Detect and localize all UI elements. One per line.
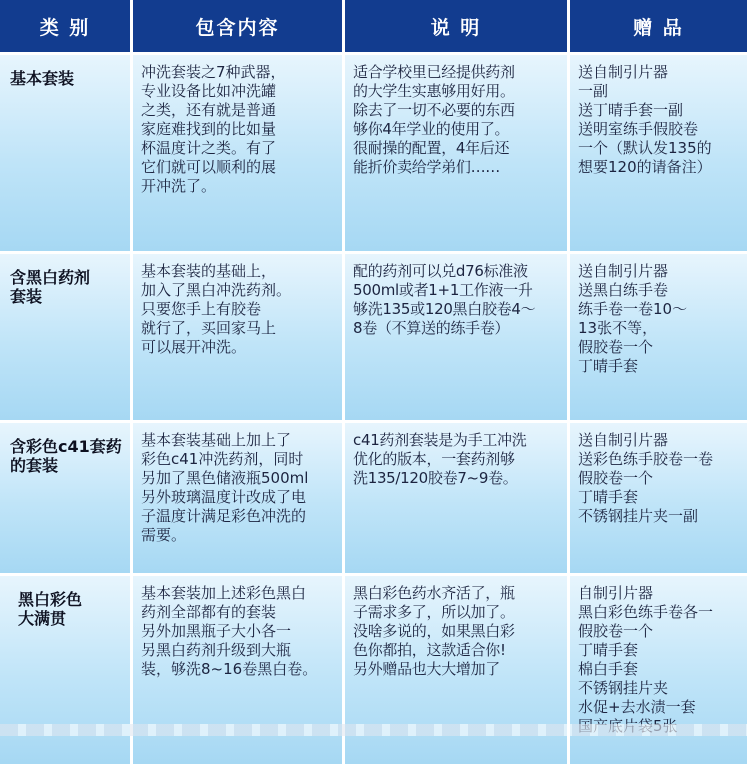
contents-cell — [133, 55, 345, 254]
category-label: 含彩色c41套药 的套装 — [10, 437, 122, 475]
description-text: c41药剂套装是为手工冲洗 优化的版本，一套药剂够 洗135/120胶卷7~9卷。 — [353, 431, 527, 487]
header-gifts: 赠 品 — [570, 0, 750, 55]
contents-text: 基本套装加上述彩色黑白 药剂全部都有的套装 另外加黑瓶子大小各一 另黑白药剂升级到大瓶 装，够洗8~16卷黑白卷。 — [141, 584, 318, 678]
contents-cell — [133, 423, 345, 576]
category-cell — [0, 254, 133, 423]
table-row — [0, 55, 750, 254]
description-text: 适合学校里已经提供药剂 的大学生实惠够用好用。 除去了一切不必要的东西 够你4年学业的使用了。 很耐操的配置，4年后还 能折价卖给学弟们…… — [353, 63, 515, 176]
table-row — [0, 423, 750, 576]
description-cell — [345, 55, 570, 254]
header-description: 说 明 — [345, 0, 570, 55]
gifts-cell — [570, 254, 750, 423]
gifts-cell — [570, 576, 750, 767]
gifts-text: 自制引片器 黑白彩色练手卷各一 假胶卷一个 丁晴手套 棉白手套 不锈钢挂片夹 水促+去水渍一套 — [578, 584, 714, 716]
description-cell — [345, 423, 570, 576]
header-category: 类 别 — [0, 0, 133, 55]
gifts-cell — [570, 55, 750, 254]
category-cell — [0, 576, 133, 767]
contents-cell — [133, 576, 345, 767]
contents-text: 基本套装基础上加上了 彩色c41冲洗药剂，同时 另加了黑色储液瓶500ml 另外玻璃温度计改成了电 子温度计满足彩色冲洗的 需要。 — [141, 431, 309, 544]
category-label: 含黑白药剂 套装 — [10, 268, 91, 306]
gifts-text: 送自制引片器 一副 送丁晴手套一副 送明室练手假胶卷 一个（默认发135的 想要120的请备注） — [578, 63, 712, 176]
header-contents: 包含内容 — [133, 0, 345, 55]
table-row — [0, 576, 750, 767]
description-text: 黑白彩色药水齐活了，瓶 子需求多了，所以加了。 没啥多说的，如果黑白彩 色你都拍，这款适合你! 另外赠品也大大增加了 — [353, 584, 515, 678]
category-cell — [0, 55, 133, 254]
contents-text: 基本套装的基础上， 加入了黑白冲洗药剂。 只要您手上有胶卷 就行了，买回家马上 可以展开冲洗。 — [141, 262, 292, 356]
gifts-text: 送自制引片器 送彩色练手胶卷一卷 假胶卷一个 丁晴手套 不锈钢挂片夹一副 — [578, 431, 714, 525]
table-row — [0, 254, 750, 423]
contents-cell — [133, 254, 345, 423]
description-cell — [345, 254, 570, 423]
table-header-row — [0, 0, 750, 55]
category-cell — [0, 423, 133, 576]
gifts-text: 送自制引片器 送黑白练手卷 练手卷一卷10～ 13张不等， 假胶卷一个 丁晴手套 — [578, 262, 688, 375]
category-label: 基本套装 — [10, 69, 75, 88]
contents-text: 冲洗套装之7种武器， 专业设备比如冲洗罐 之类，还有就是普通 家庭难找到的比如量 杯温度计之类。有了 它们就可以顺利的展 开冲洗了。 — [141, 63, 286, 195]
description-text: 配的药剂可以兑d76标准液 500ml或者1+1工作液一升 够洗135或120黑白胶卷4～ 8卷（不算送的练手卷） — [353, 262, 536, 337]
category-label: 黑白彩色 大满贯 — [18, 590, 83, 628]
description-cell — [345, 576, 570, 767]
cropped-bottom-strip — [0, 724, 750, 736]
gifts-cell — [570, 423, 750, 576]
